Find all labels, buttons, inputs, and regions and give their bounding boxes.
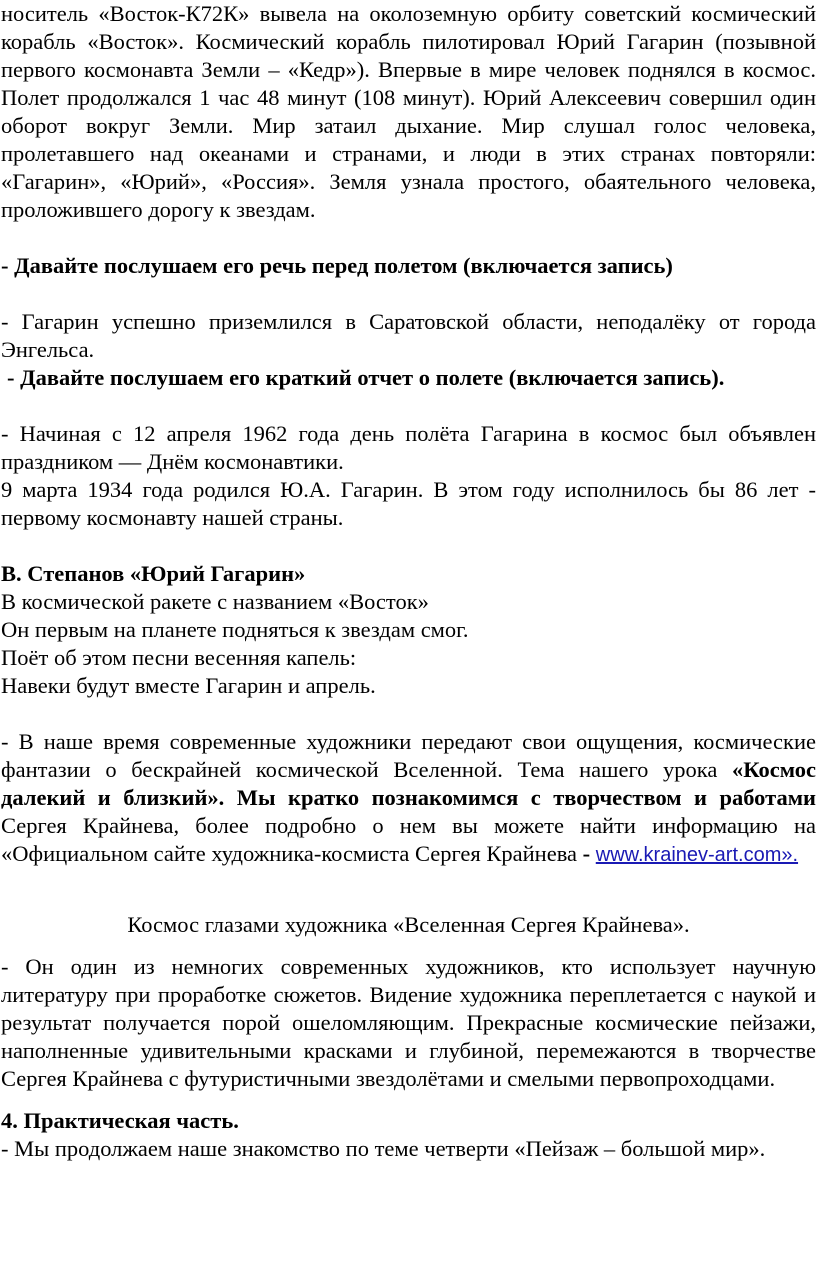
spacer bbox=[1, 869, 816, 911]
krainev-site-link[interactable]: www.krainev-art.com». bbox=[595, 844, 799, 866]
report-heading: - Давайте послушаем его краткий отчет о полете (включается запись). bbox=[7, 365, 725, 390]
spacer bbox=[1, 939, 816, 953]
landing-paragraph: - Гагарин успешно приземлился в Саратовской области, неподалёку от города Энгельса. bbox=[1, 309, 816, 362]
section-subtitle: Космос глазами художника «Вселенная Сергея Крайнева». bbox=[127, 912, 690, 937]
intro-paragraph: носитель «Восток-К72К» вывела на околоземную орбиту советский космический корабль «Восток». Космический корабль пилотировал Юрий Гагарин (позывной первого космонавта Земли – «Кедр»). Впервые в мире человек поднялся в космос. Полет продолжался 1 час 48 минут (108 минут). Юрий Алексеевич совершил один оборот вокруг Земли. Мир затаил дыхание. Мир слушал голос человека, пролетавшего над океанами и странами, и люди в этих странах повторяли: «Гагарин», «Юрий», «Россия». Земля узнала простого, обаятельного человека, проложившего дорогу к звездам. bbox=[1, 1, 816, 222]
lesson-text: - В наше время современные художники передают свои ощущения, космические фантазии о бескрайней космической Вселенной. Тема нашего урока bbox=[1, 729, 816, 782]
spacer bbox=[1, 532, 816, 560]
practice-heading: 4. Практическая часть. bbox=[1, 1108, 239, 1133]
poem-line: Навеки будут вместе Гагарин и апрель. bbox=[1, 673, 376, 698]
birth-paragraph: 9 марта 1934 года родился Ю.А. Гагарин. В этом году исполнилось бы 86 лет - первому космонавту нашей страны. bbox=[1, 477, 816, 530]
artist-paragraph: - Он один из немногих современных художников, кто использует научную литературу при проработке сюжетов. Видение художника переплетается с наукой и результат получается порой ошеломляющим. Прекрасные космические пейзажи, наполненные удивительными красками и глубиной, перемежаются в творчестве Сергея Крайнева с футуристичными звездолётами и смелыми первопроходцами. bbox=[1, 954, 816, 1091]
spacer bbox=[1, 224, 816, 252]
poem-line: В космической ракете с названием «Восток» bbox=[1, 589, 429, 614]
lesson-paragraph bbox=[1, 728, 816, 869]
holiday-paragraph: - Начиная с 12 апреля 1962 года день полёта Гагарина в космос был объявлен праздником — Днём космонавтики. bbox=[1, 421, 816, 474]
spacer bbox=[1, 1093, 816, 1107]
speech-heading: - Давайте послушаем его речь перед полетом (включается запись) bbox=[1, 253, 673, 278]
practice-paragraph: - Мы продолжаем наше знакомство по теме четверти «Пейзаж – большой мир». bbox=[1, 1136, 766, 1161]
poem-title: В. Степанов «Юрий Гагарин» bbox=[1, 561, 306, 586]
poem-line: Поёт об этом песни весенняя капель: bbox=[1, 645, 357, 670]
lesson-text: Сергея Крайнева, более подробно о нем вы можете найти информацию на «Официальном сайте художника-космиста Сергея Крайнева bbox=[1, 813, 816, 866]
spacer bbox=[1, 700, 816, 728]
spacer bbox=[1, 392, 816, 420]
lesson-topic-bold: «Космос далекий и близкий». Мы кратко познакомимся с творчеством и работами bbox=[1, 757, 816, 810]
lesson-dash: - bbox=[582, 841, 596, 866]
poem-line: Он первым на планете подняться к звездам смог. bbox=[1, 617, 469, 642]
spacer bbox=[1, 280, 816, 308]
